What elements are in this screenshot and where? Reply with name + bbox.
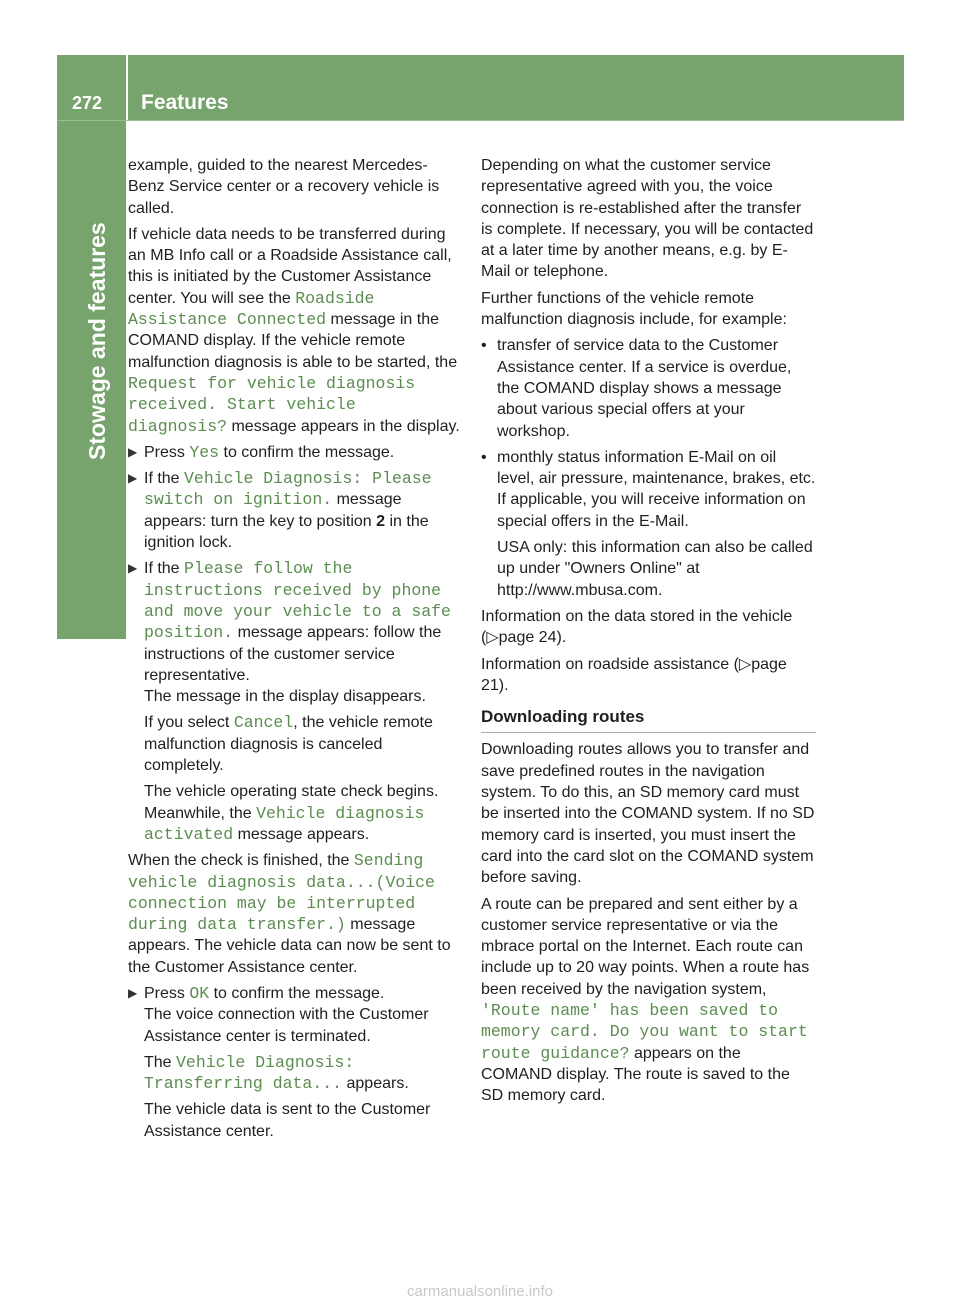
section-heading: Downloading routes — [481, 706, 816, 733]
page-title: Features — [141, 91, 229, 114]
paragraph: Further functions of the vehicle remote malfunction diagnosis include, for example: — [481, 289, 787, 329]
sidebar-marker — [57, 574, 126, 639]
arrow-icon: ▶ — [128, 444, 138, 459]
paragraph: A route can be prepared and sent either by a customer service representative or via the mbrace portal on the Internet. Each route can include up to 20 way points. When a route has been received by the navigation system, 'Route name' has been saved to memory card. Do you want to start route guidance? appears on the COMAND display. The route is saved to the SD memory card. — [481, 895, 810, 1105]
display-message: Cancel — [233, 713, 294, 733]
left-column — [128, 155, 463, 1147]
display-message: 'Route name' has been saved to memory card. Do you want to start route guidance? — [481, 1000, 808, 1063]
header-rule — [57, 120, 904, 121]
paragraph: If vehicle data needs to be transferred during an MB Info call or a Roadside Assistance call, this is initiated by the Customer Assistance center. You will see the Roadside Assistance Connected message in the COMAND display. If the vehicle remote malfunction diagnosis is able to be started, the Request for vehicle diagnosis received. Start vehicle diagnosis? message appears in the display. — [128, 225, 460, 436]
page-reference: Information on roadside assistance (▷page 21). — [481, 655, 787, 694]
instruction-step: ▶ If the Please follow the instructions received by phone and move your vehicle to a safe position. message appears: follow the instructions of the customer service representative. The message in the display disappears. If you select Cancel, the vehicle remote malfunction diagnosis is canceled completely. The vehicle operating state check begins. Meanwhile, the Vehicle diagnosis activated message appears. — [128, 559, 451, 844]
display-message: Sending vehicle diagnosis data...(Voice connection may be interrupted during data transfer.) — [128, 851, 435, 935]
page-ref-icon: ▷ — [486, 629, 499, 647]
display-message: Vehicle Diagnosis: Please switch on ignition. — [144, 469, 432, 510]
paragraph: Depending on what the customer service representative agreed with you, the voice connection is re-established after the transfer is complete. If necessary, you will be contacted at a later time by another means, e.g. by E-Mail or telephone. — [481, 157, 814, 281]
instruction-step: ▶ Press Yes to confirm the message. — [128, 442, 395, 462]
arrow-icon: ▶ — [128, 985, 138, 1000]
paragraph: Downloading routes allows you to transfer and save predefined routes in the navigation system. To do this, an SD memory card must be inserted into the COMAND system. If no SD memory card is inserted, you must insert the card into the card slot on the COMAND system before saving. — [481, 741, 815, 887]
instruction-step: ▶ If the Vehicle Diagnosis: Please switch on ignition. message appears: turn the key to position 2 in the ignition lock. — [128, 469, 432, 552]
bullet-icon: • — [481, 448, 487, 466]
display-message: Please follow the instructions received by phone and move your vehicle to a safe position. — [144, 559, 451, 643]
watermark: carmanualsonline.info — [407, 1283, 553, 1300]
page-number: 272 — [72, 93, 103, 113]
paragraph: When the check is finished, the Sending vehicle diagnosis data...(Voice connection may be interrupted during data transfer.) message appears. The vehicle data can now be sent to the Customer Assistance center. — [128, 851, 451, 976]
bullet-item: • transfer of service data to the Customer Assistance center. If a service is overdue, the COMAND display shows a message about various special offers at your workshop. — [481, 337, 792, 440]
display-message: OK — [189, 983, 210, 1003]
display-message: Vehicle diagnosis activated — [144, 803, 425, 844]
instruction-step: ▶ Press OK to confirm the message. The voice connection with the Customer Assistance center is terminated. The Vehicle Diagnosis: Transferring data... appears. The vehicle data is sent to the Customer Assistance center. — [128, 983, 431, 1140]
bullet-icon: • — [481, 337, 487, 355]
sidebar-section-label: Stowage and features — [84, 222, 110, 460]
page-ref-icon: ▷ — [738, 655, 752, 673]
display-message: Request for vehicle diagnosis received. Start vehicle diagnosis? — [128, 373, 416, 436]
display-message: Roadside Assistance Connected — [128, 288, 375, 330]
arrow-icon: ▶ — [128, 561, 138, 576]
paragraph: example, guided to the nearest Mercedes-Benz Service center or a recovery vehicle is called. — [128, 157, 440, 217]
bullet-item: • monthly status information E-Mail on oil level, air pressure, maintenance, brakes, etc. If applicable, you will receive information on special offers in the E-Mail. USA only: this information can also be called up under "Owners Online" at http://www.mbusa.com. — [481, 448, 816, 599]
right-column — [481, 155, 816, 1111]
arrow-icon: ▶ — [128, 471, 138, 486]
header-bar — [128, 55, 904, 121]
page-reference: Information on the data stored in the vehicle (▷page 24). — [481, 607, 793, 647]
display-message: Vehicle Diagnosis: Transferring data... — [144, 1052, 355, 1094]
display-message: Yes — [189, 442, 220, 462]
